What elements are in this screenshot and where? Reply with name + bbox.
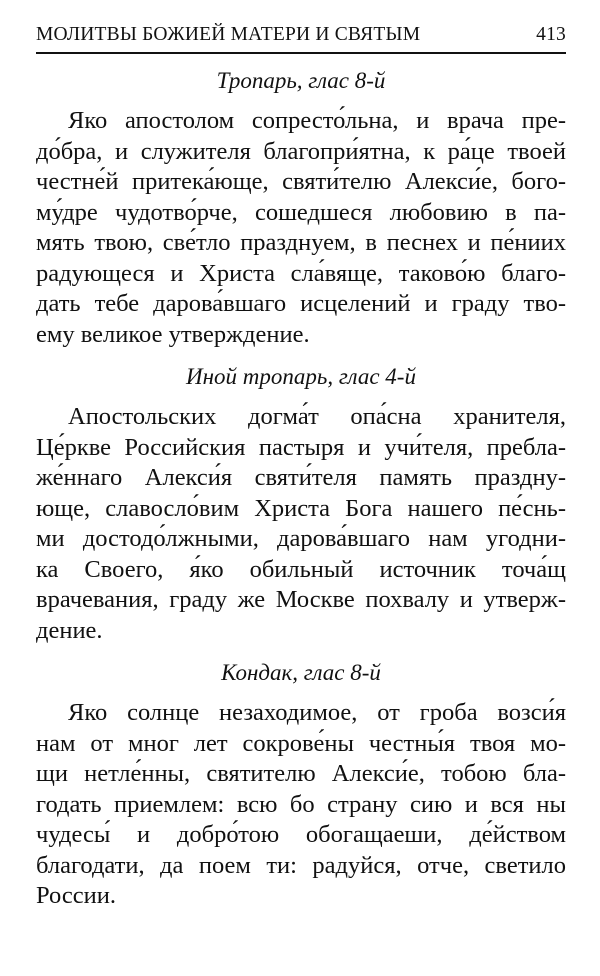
running-title: МОЛИТВЫ БОЖИЕЙ МАТЕРИ И СВЯТЫМ xyxy=(36,24,421,45)
text-line: честне́й притека́юще, святи́телю Алекси́е, бого- xyxy=(36,168,566,195)
page-number: 413 xyxy=(536,24,566,45)
text-line: до́бра, и служителя благопри́ятна, к ра́це твоей xyxy=(36,137,566,165)
section-troparion-tone-4 xyxy=(36,362,566,646)
section-heading: Кондак, глас 8-й xyxy=(221,660,381,685)
section-troparion-tone-8 xyxy=(36,66,566,350)
text-line: годать приемлем: всю бо страну сию и вся ны xyxy=(36,790,566,818)
text-line: му́дре чудотво́рче, сошедшеся любовию в па- xyxy=(36,198,566,226)
text-line: мять твою, све́тло празднуем, в песнех и пе́ниих xyxy=(36,229,566,256)
book-page xyxy=(36,24,566,912)
section-heading: Иной тропарь, глас 4-й xyxy=(186,364,416,389)
text-line: благодати, да поем ти: радуйся, отче, светило xyxy=(36,851,566,879)
text-line: ми достодо́лжными, дарова́вшаго нам угодни- xyxy=(36,525,566,552)
text-line: нам от мног лет сокрове́ны честны́я твоя мо- xyxy=(36,729,566,757)
text-line: радующеся и Христа сла́вяще, таково́ю благо- xyxy=(36,259,566,287)
text-line: ему великое утверждение. xyxy=(36,320,310,348)
text-line: юще, славосло́вим Христа Бога нашего пе́снь- xyxy=(36,494,566,522)
text-line: Яко солнце незаходимое, от гроба возси́я xyxy=(68,699,566,726)
text-line: чудесы́ и добро́тою обогащаеши, де́йством xyxy=(36,821,566,848)
text-line: ка Своего, я́ко обильный источник точа́щ xyxy=(36,555,566,583)
section-heading: Тропарь, глас 8-й xyxy=(216,68,386,93)
text-line: же́ннаго Алекси́я святи́теля память праздну- xyxy=(36,464,566,491)
text-line: Апостольских догма́т опа́сна хранителя, xyxy=(68,403,566,430)
text-line: Яко апостолом сопресто́льна, и врача пре- xyxy=(68,107,566,134)
text-line: России. xyxy=(36,882,116,909)
section-kontakion-tone-8 xyxy=(36,658,566,912)
text-line: врачевания, граду же Москве похвалу и утверж- xyxy=(36,586,566,613)
running-header xyxy=(36,24,566,54)
text-line: Це́ркве Российския пастыря и учи́теля, пребла- xyxy=(36,433,566,461)
text-line: щи нетле́нны, святителю Алекси́е, тобою бла- xyxy=(36,760,566,787)
text-line: дение. xyxy=(36,616,103,644)
text-line: дать тебе дарова́вшаго исцелений и граду тво- xyxy=(36,290,566,317)
